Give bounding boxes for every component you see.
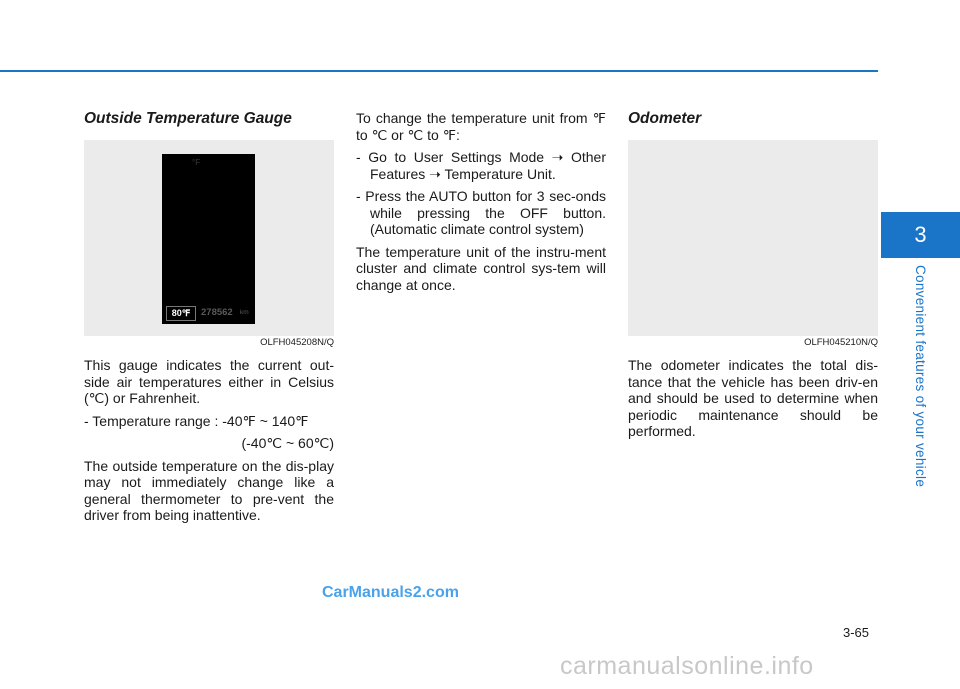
paragraph: The temperature unit of the instru-ment cluster and climate control sys-tem will change at once. (356, 243, 606, 293)
cluster-top-text: °F (192, 158, 201, 167)
footer-watermark: carmanualsonline.info (560, 652, 814, 680)
paragraph: This gauge indicates the current out-side air temperatures either in Celsius (℃) or Fahrenheit. (84, 357, 334, 406)
figure-caption: OLFH045210N/Q (804, 337, 878, 348)
list-item: - Press the AUTO button for 3 sec-onds while pressing the OFF button. (Automatic climate control system) (356, 188, 606, 237)
outside-temp-readout: 80℉ (166, 306, 196, 321)
odometer-readout: 278562 (201, 307, 233, 318)
column-odometer (628, 110, 878, 446)
chapter-number-tab: 3 (881, 212, 960, 258)
temperature-range-line1: - Temperature range : -40℉ ~ 140℉ (84, 412, 309, 429)
list-item: - Go to User Settings Mode ➝ Other Features ➝ Temperature Unit. (356, 149, 606, 182)
temperature-range-line2: (-40℃ ~ 60℃) (241, 435, 334, 451)
section-heading-odometer: Odometer (628, 110, 702, 127)
section-heading-outside-temperature: Outside Temperature Gauge (84, 110, 292, 127)
column-outside-temperature (84, 110, 334, 530)
figure-odometer (628, 140, 878, 336)
header-rule (0, 70, 878, 72)
figure-outside-temperature (84, 140, 334, 336)
watermark-link[interactable]: CarManuals2.com (322, 584, 459, 601)
page-number: 3-65 (843, 625, 870, 640)
figure-caption: OLFH045208N/Q (260, 337, 334, 348)
column-temperature-unit (356, 110, 606, 299)
paragraph: The odometer indicates the total dis-tance that the vehicle has been driv-en and should be used to determine when periodic maintenance should be performed. (628, 357, 878, 439)
paragraph: The outside temperature on the dis-play may not immediately change like a general thermometer to pre-vent the driver from being inattentive. (84, 457, 334, 523)
paragraph-intro: To change the temperature unit from ℉ to ℃ or ℃ to ℉: (356, 110, 606, 143)
odometer-unit: km (240, 309, 249, 316)
chapter-title: Convenient features of your vehicle (913, 265, 928, 488)
instrument-cluster-display (162, 154, 255, 324)
